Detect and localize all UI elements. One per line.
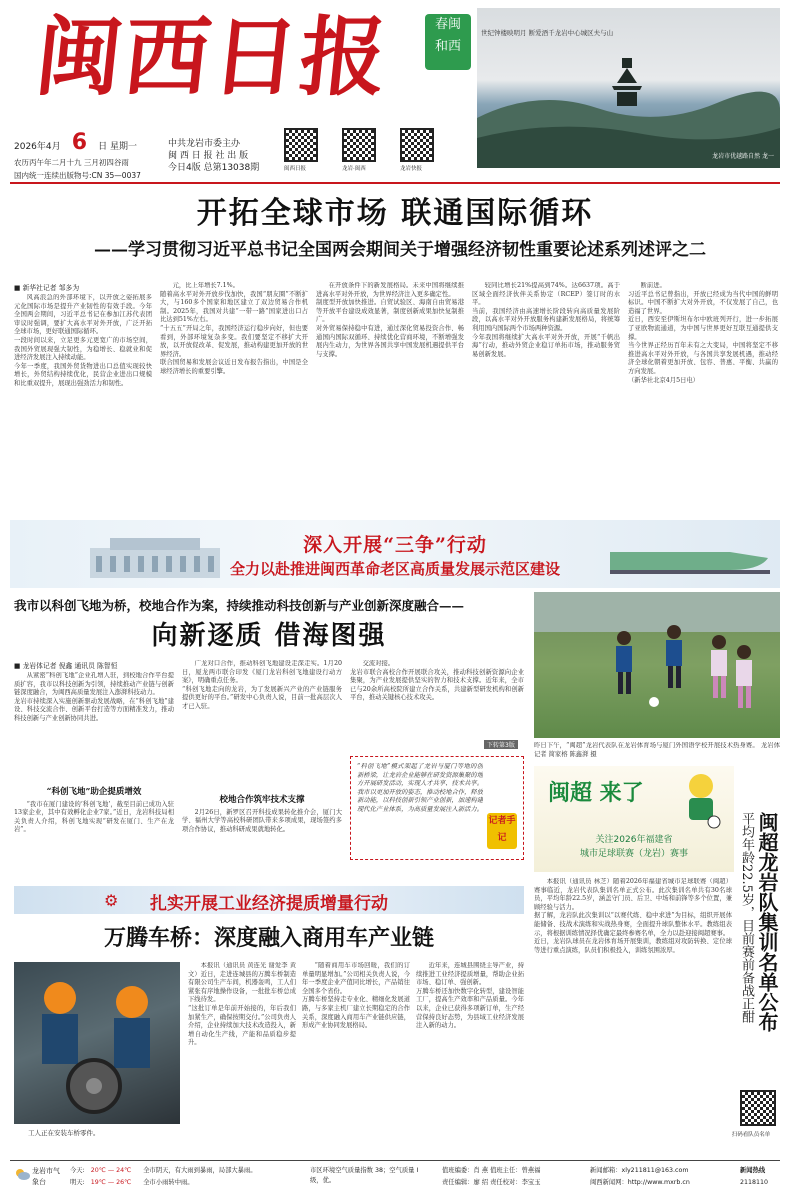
- tech-col-1-text: 从紧密“科创飞地”企业孔增人驻，到校地合作平台提质扩容，我市以科技创新为引领，持续推动产业链与创新链深度融合，为闽西高质量发展注入澎湃科技动力。 龙岩市持续深入实施创新驱动发展战略，在“科创飞地”建设、科技交流合作、创新平台打造等方面精准发力，推动科技创新与产业创新协同共进。: [14, 672, 174, 722]
- lead-col-4-text: 较同比增长21%提高到74%。达6637项。高于区域全面经济伙伴关系协定（RCEP）签订时的水平。 当前，我国经济由高速增长阶段转向高质量发展阶段，以高水平对外开放服务构建新发展格局，将统筹利用国内国际两个市场两种资源。 今年我国将继续扩大高水平对外开放，开展“千帆出海”行动，推动外贸企业稳订单拓市场，推动服务贸易创新发展。: [472, 282, 620, 358]
- lunar-date: 农历丙午年二月十九 三月初四谷雨: [14, 158, 129, 167]
- lead-col-3-text: 在开放条件下的新发展格局。未来中国将继续推进高水平对外开放，为世界经济注入更多确定性。 制度型开放加快推进。自贸试验区、海南自由贸易港等开放平台建设成效显著，制度创新成果加快复制推广。 对外贸易保持稳中有进，通过深化贸易投资合作、畅通国内国际双循环、持续优化营商环境，不断增强发展内生动力，为世界各国共享中国发展机遇提供平台与支撑。: [316, 282, 464, 358]
- tech-continued: 下转第3版: [484, 740, 518, 749]
- football-title: 闽超龙岩队集训名单公布: [755, 812, 779, 1032]
- qr-label-2: 龙岩·闽西: [342, 166, 366, 172]
- lead-col-5-text: 断前进。 习近平总书记曾指出，开放已经成为当代中国的鲜明标识。中国不断扩大对外开放，不仅发展了自己，也造福了世界。 近日，西安至伊斯坦布尔中欧班列开行，进一步拓展了亚欧物流通道，为中国与世界更好互联互通提供支撑。 当今世界正经历百年未有之大变局，中国将坚定不移推进高水平对外开放，与各国共享发展机遇，推动经济全球化朝着更加开放、包容、普惠、平衡、共赢的方向发展。 （新华社北京4月5日电）: [628, 282, 778, 384]
- industry-banner-title: 扎实开展工业经济提质增量行动: [150, 894, 388, 914]
- qr-code-2[interactable]: [342, 128, 376, 162]
- footer-rule: [10, 1160, 780, 1161]
- truck-col-3-text: 近年来，连城县围绕主导产业，持续推进工业经济提质增量，帮助企业拓市场、稳订单、强创新。 万腾车桥还加快数字化转型，建设智能工厂，提高生产效率和产品质量。今年以来，企业已获得多项新订单，生产经营保持良好态势，为县域工业经济发展注入新的动力。: [416, 962, 524, 1030]
- today-label: 今天:: [70, 1167, 85, 1174]
- lead-col-2: [160, 282, 308, 508]
- qr-codes: [284, 128, 474, 176]
- tomorrow-label: 明天:: [70, 1179, 85, 1186]
- poster-title: 闽超 来了: [548, 781, 644, 806]
- sanzheng-line-1: 深入开展“三争”行动: [303, 534, 487, 556]
- weather-today: [70, 1166, 257, 1176]
- photo-caption: 龙岩市优越路自然 龙一: [712, 153, 774, 160]
- tech-col-2b-text: 2月26日，新罗区召开科技成果转化推介会，厦门大学、福州大学等高校科研团队带来多项成果，现场签约多项合作协议，推动科研成果就地转化。: [182, 808, 342, 833]
- qr-code-1[interactable]: [284, 128, 318, 162]
- poster-line-1: 关注2026年福建省: [595, 835, 673, 845]
- truck-col-1-text: 本报讯（通讯员 黄连光 谢爱李 黄文）近日，走进连城县的万腾车桥制造有限公司生产车间，机器轰鸣，工人们紧张有序地操作设备，一批批车桥总成下线待发。 “这批订单是年前开始接的，年后我们加紧生产，确保按期交付。”公司负责人介绍，企业持续加大技术改造投入，新增自动化生产线，产能和品质稳步提升。: [188, 962, 296, 1047]
- football-body: [534, 878, 732, 1138]
- minchao-poster: [534, 766, 734, 872]
- hotline-label: 新闻热线: [740, 1167, 766, 1174]
- truck-photo: [14, 962, 180, 1124]
- truck-col-2: [302, 962, 410, 1138]
- truck-photo-caption: 工人正在安装车桥零件。: [28, 1129, 100, 1137]
- masthead: [0, 0, 790, 186]
- football-qr-code[interactable]: [740, 1090, 776, 1126]
- publisher-block: [168, 138, 278, 174]
- reporter-note-tag-text: 记者手记: [488, 816, 516, 843]
- tech-kicker: 我市以科创飞地为桥，校地合作为案，持续推动科技创新与产业创新深度融合——: [14, 598, 465, 613]
- today-desc: 全市阴天，有大雨到暴雨，局部大暴雨。: [143, 1167, 257, 1174]
- lead-col-2-text: 元，比上年增长7.1%。 随着高水平对外开放步伐加快，我国“朋友圈”不断扩大，与160多个国家和地区建立了双边贸易合作机制。2025年，我国对共建“一带一路”国家进出口占比达到51%左右。 “十五五”开局之年，我国经济运行稳步向好，但也要看到，外部环境复杂多变。我们要坚定不移扩大开放，以开放促改革、促发展，推动构建更加开放的世界经济。 联合国贸易和发展会议近日发布报告指出，中国是全球经济增长的重要引擎。: [160, 282, 308, 375]
- badge-top: 春闽: [434, 17, 461, 32]
- lead-col-3: [316, 282, 464, 508]
- date-year: 2026年4月: [14, 142, 61, 152]
- badge-bottom: 和西: [434, 39, 461, 54]
- today-temp: 20℃ — 24℃: [90, 1167, 132, 1174]
- lead-col-1: [14, 294, 152, 508]
- masthead-photo: [477, 8, 780, 168]
- masthead-rule: [10, 182, 780, 184]
- reporter-note-box: [350, 756, 524, 860]
- qr-label-3: 龙岩快报: [400, 166, 423, 172]
- weather-label: 龙岩市气象台: [32, 1167, 60, 1186]
- reporter-note-tag: [487, 813, 517, 849]
- tech-col-1b-text: “我市在厦门建设的‘科创飞地’，截至目前已成功入驻13家企业，其中有效孵化企业7家。”近日，龙岩科技局相关负责人介绍，科创飞地实现“研发在厦门、生产在龙岩”。: [14, 800, 174, 834]
- football-vertical-title: [738, 812, 778, 1072]
- air-quality: 市区环境空气质量指数 38；空气质量 I 级，优。: [310, 1167, 419, 1184]
- football-photo-caption: 昨日下午，“闽超”龙岩代表队在龙岩体育场与厦门外国语学校开展技术热身赛。 龙岩体记者 简家榕 陈鑫湃 摄: [534, 742, 780, 758]
- news-website[interactable]: 闽西新闻网：http://www.mxrb.cn: [590, 1179, 690, 1186]
- truck-col-2-text: “随着商用车市场回暖，我们的订单量明显增加。”公司相关负责人说，今年一季度企业产值同比增长，产品销往全国多个省份。 万腾车桥坚持走专业化、精细化发展道路，与多家主机厂建立长期稳定的合作关系，深度融入商用车产业链供应链，形成产业协同发展格局。: [302, 962, 410, 1030]
- industry-banner: [14, 886, 524, 914]
- tech-sub-2: 校地合作筑牢技术支撑: [219, 795, 305, 805]
- spring-badge: [425, 14, 471, 70]
- date-day: 6: [71, 130, 88, 155]
- football-photo: [534, 592, 780, 738]
- football-players-illustration: [534, 592, 780, 738]
- reporter-note-text: “科创飞地”模式架起了龙岩与厦门等地的创新桥梁，让龙岩企业能够在研发资源集聚的地方开展研发活动，实现人才共享、技术共享。我市以更加开放的姿态，推动校地合作，释放新动能，以科技创新引领产业创新，加速构建现代化产业体系，为高质量发展注入新活力。: [357, 763, 483, 813]
- lead-col-5: [628, 282, 778, 508]
- qr-label-1: 闽西日报: [284, 166, 307, 172]
- truck-col-1: [188, 962, 296, 1138]
- news-email[interactable]: 新闻邮箱：xly211811@163.com: [590, 1167, 689, 1174]
- weather-icon: [14, 1167, 30, 1181]
- typeset-line: 责任编辑：廖 绍 责任校对：李宝玉: [442, 1179, 541, 1186]
- tech-col-3-text: 交流对接。 龙岩市联合高校合作开展联合攻关，推动科技创新资源向企业集聚，为产业发展提供坚实的智力和技术支撑。近年来，全市已与20余所高校院所建立合作关系，共建新型研发机构和创新平台，推动关键核心技术攻关。: [350, 660, 524, 702]
- editor-line: 值班编委：肖 燕 值班主任：曾燕福: [442, 1167, 541, 1174]
- workers-illustration: [14, 962, 180, 1124]
- lead-col-4: [472, 282, 620, 508]
- football-qr-caption: 扫码看队员名单: [731, 1132, 771, 1138]
- tech-col-3: [350, 660, 524, 750]
- poster-line-2: 城市足球联赛（龙岩）赛事: [579, 849, 688, 859]
- football-subtitle: 平均年龄22.5岁，目前赛前备战正酣: [739, 812, 754, 1023]
- tech-sub-1: “科创飞地”助企提质增效: [46, 787, 142, 797]
- sanzheng-line-2: 全力以赴推进闽西革命老区高质量发展示范区建设: [229, 560, 560, 578]
- footer: [10, 1164, 780, 1196]
- lead-col-1-text: 风高浪急的外部环境下，以开放之姿拓展多元化国际市场是提升产业韧性的有效手段。今年全国两会期间，习近平总书记在参加江苏代表团审议时强调，要扩大高水平对外开放，广泛开拓全球市场，更好联通国际循环。 一段时间以来，立足更多元更宽广的市场空间，我国外贸展现强大韧性，为稳增长、稳就业和促进经济发展注入持续动能。 今年一季度，我国外贸货物进出口总值实现较快增长，外贸结构持续优化，民营企业进出口规模和比重双提升，展现出强劲活力和韧性。: [14, 294, 152, 387]
- weather-tomorrow: [70, 1178, 194, 1188]
- mascot-icon: [674, 770, 728, 830]
- lead-subhead: ——学习贯彻习近平总书记全国两会期间关于增强经济韧性重要论述系列述评之二: [94, 240, 706, 260]
- publisher-2: 闽 西 日 报 社 出 版: [168, 151, 249, 161]
- qr-code-3[interactable]: [400, 128, 434, 162]
- hotline-number: 2118110: [740, 1179, 769, 1186]
- tomorrow-temp: 19℃ — 26℃: [90, 1179, 132, 1186]
- truck-col-3: [416, 962, 524, 1138]
- tech-headline: 向新逐质 借海图强: [151, 621, 387, 651]
- masthead-slogan: 世纪钟楼映明月 断爱酒千龙岩中心城区夫与山: [481, 29, 614, 37]
- publisher-1: 中共龙岩市委主办: [168, 139, 241, 149]
- tech-col-2: [182, 660, 342, 862]
- truck-headline: 万腾车桥：深度融入商用车产业链: [103, 925, 434, 951]
- masthead-title: 闽西日报: [30, 7, 394, 108]
- tomorrow-desc: 全市小雨转中雨。: [143, 1179, 194, 1186]
- gear-icon: ⚙: [104, 891, 119, 910]
- weekday: 日 星期一: [98, 142, 138, 152]
- sanzheng-banner: [10, 520, 780, 588]
- football-body-text: 本报讯（通讯员 林芝）随着2026年福建省城市足球联赛（闽超）赛事临近，龙岩代表队集训名单正式公布。此次集训名单共有30名球员，平均年龄22.5岁，涵盖守门员、后卫、中场和前锋等多个位置，兼顾经验与活力。 据了解，龙岩队此次集训以“以赛代练、稳中求进”为目标，组织开展体能储备、技战术演练和实战热身赛，全面提升球队整体水平。教练组表示，将根据训练情况择优确定最终参赛名单，全力以赴迎接闽超赛事。 近日，龙岩队球员在龙岩体育场开展集训，教练组对攻防转换、定位球等进行重点演练，队员们积极投入，训练氛围浓厚。: [534, 878, 732, 954]
- publisher-3: 今日4版 总第13038期: [168, 163, 260, 173]
- tech-col-2-text: 广龙对口合作，推动科创飞地建设走深走实。1月20日，厦龙两市联合印发《厦门龙岩科创飞地建设行动方案》，明确重点任务。 “科创飞地走向的龙岩，为了发展新兴产业的产业链服务提供更好的平台。”研发中心负责人说，目前一批高层次人才已入驻。: [182, 660, 342, 710]
- lead-headline: 开拓全球市场 联通国际循环: [196, 196, 594, 231]
- tech-byline: ■ 龙岩体记者 倪鑫 通讯员 陈智恒: [14, 662, 118, 670]
- issn: 国内统一连续出版物号:CN 35—0037: [14, 171, 141, 180]
- lead-byline: ■ 新华社记者 邹多为: [14, 284, 80, 292]
- tech-col-1: [14, 672, 174, 862]
